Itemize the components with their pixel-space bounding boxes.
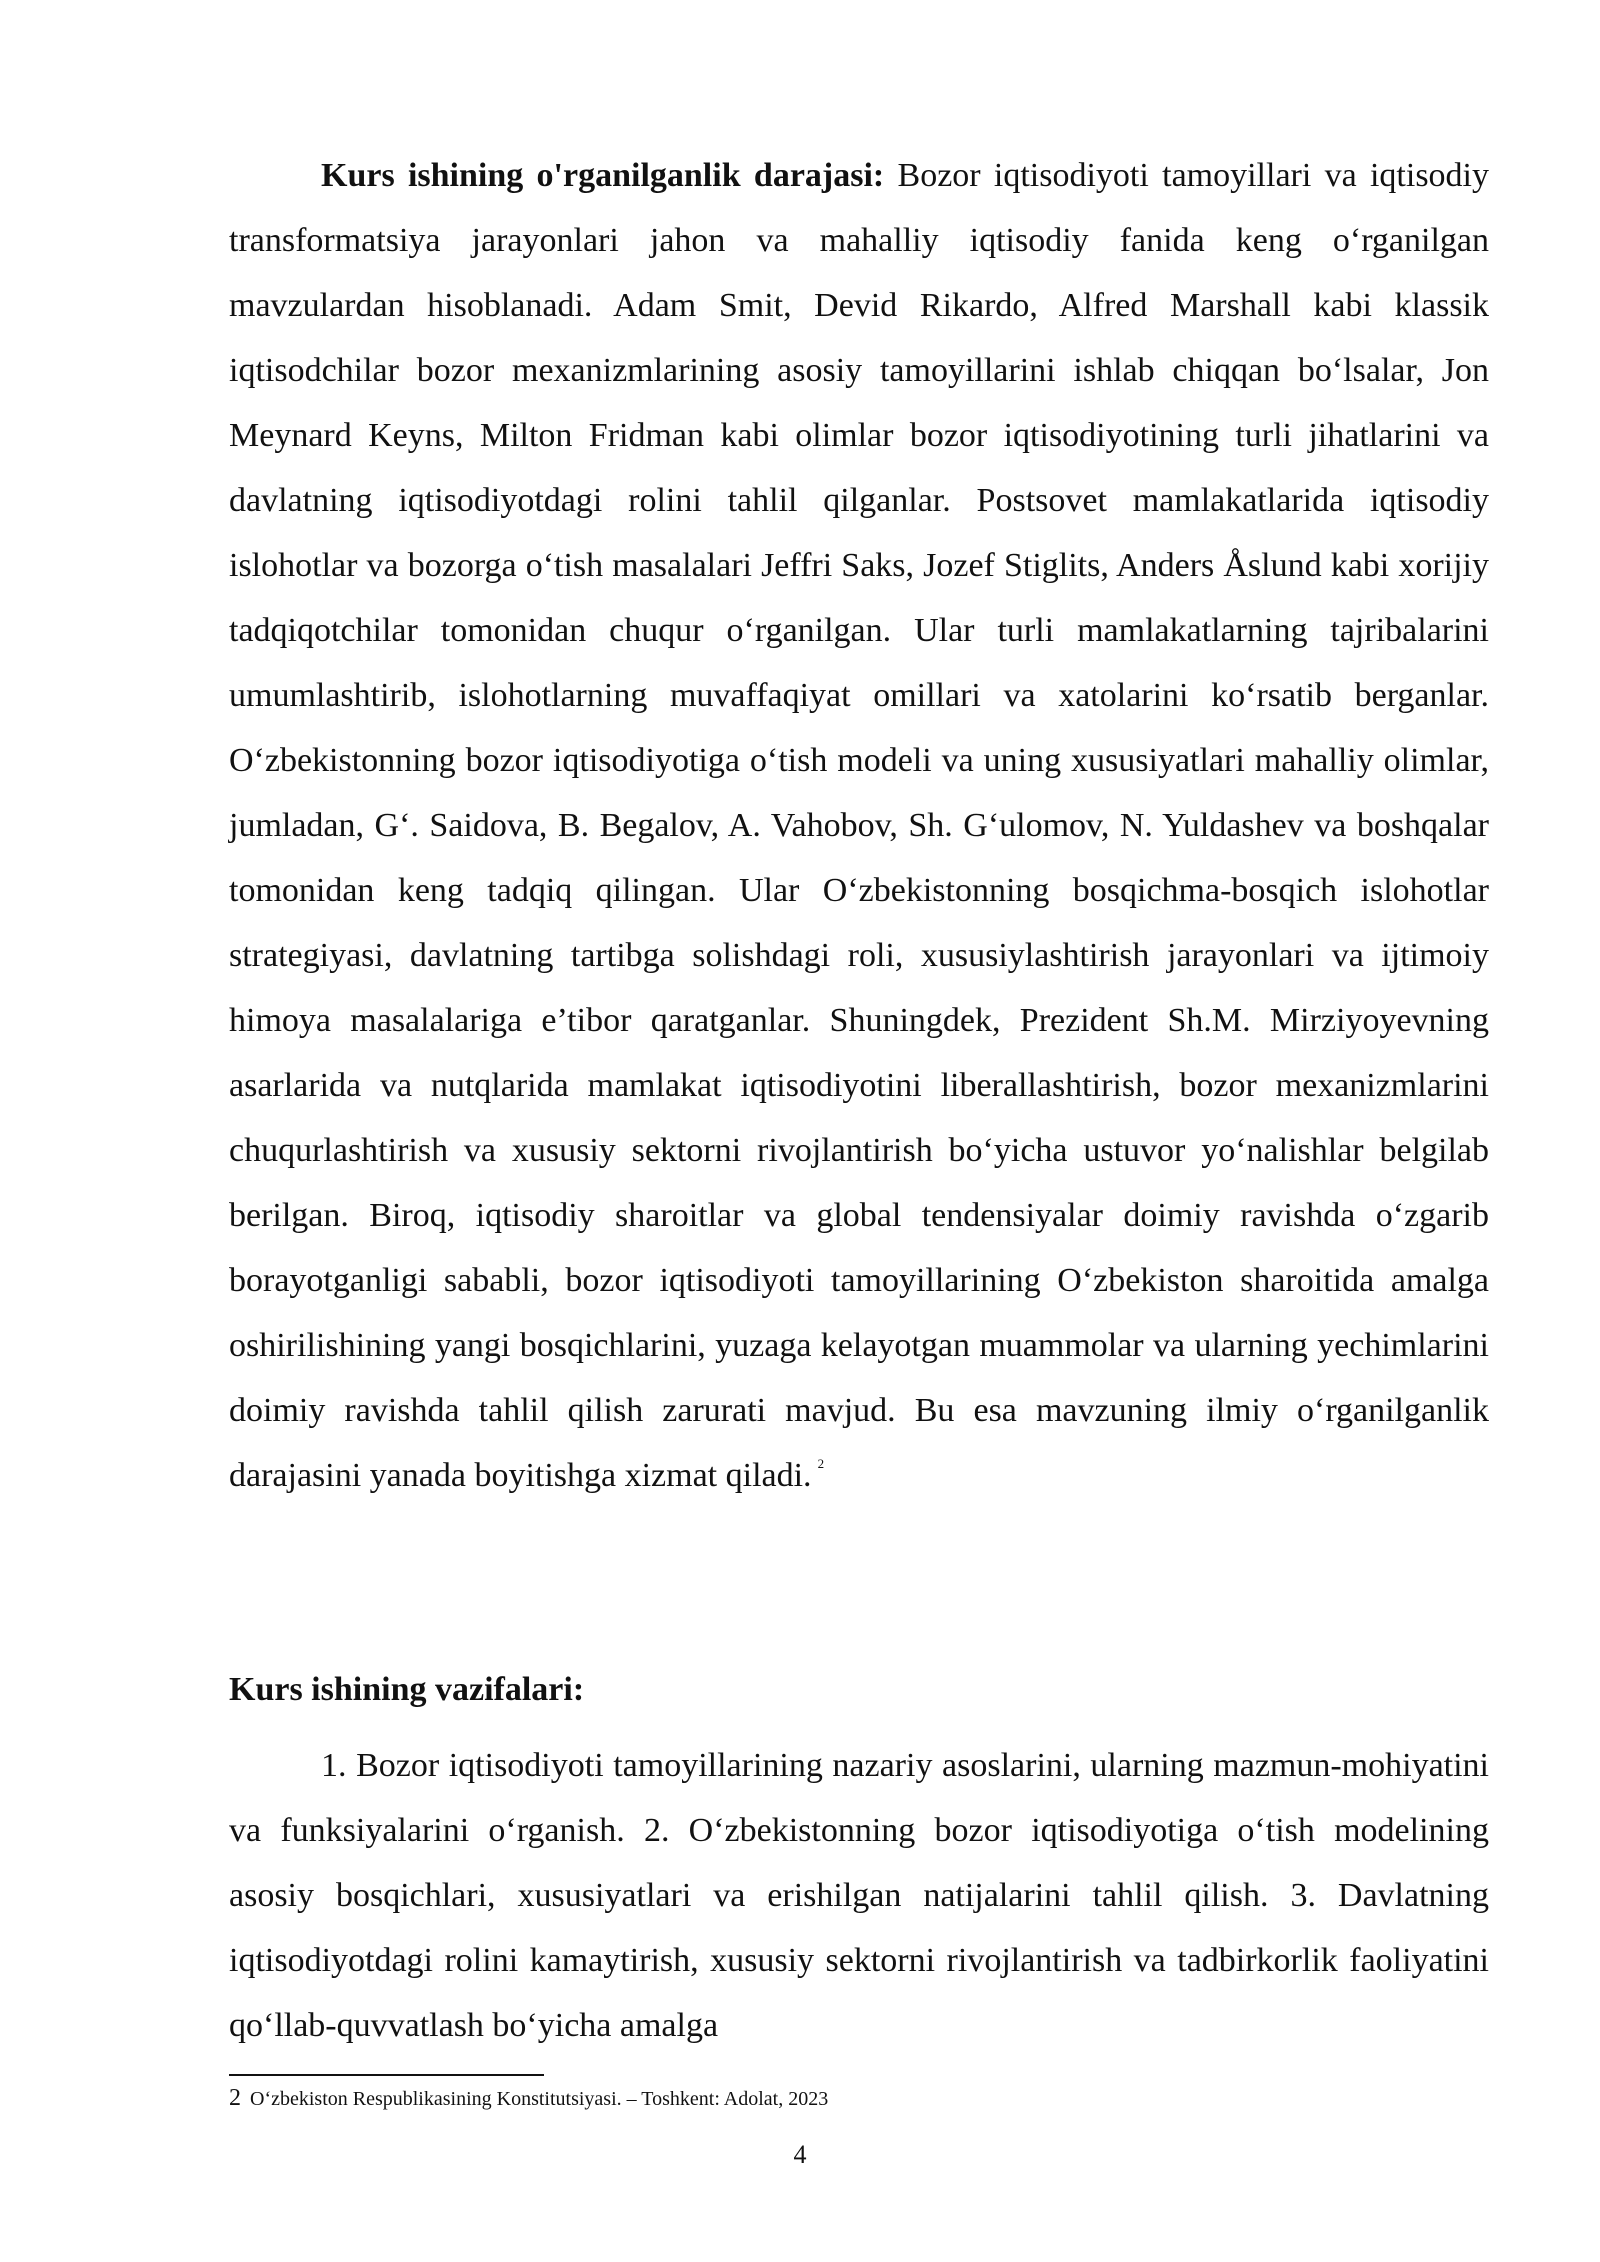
- footnote-separator: [229, 2074, 544, 2076]
- research-level-lead: Kurs ishining o'rganilganlik darajasi:: [321, 157, 885, 194]
- footnote-number: 2: [229, 2085, 241, 2111]
- tasks-paragraph: [229, 1733, 1489, 2058]
- tasks-body: 1. Bozor iqtisodiyoti tamoyillarining nazariy asoslarini, ularning mazmun-mohiyatini va funksiyalarini o‘rganish. 2. O‘zbekistonning bozor iqtisodiyotiga o‘tish modelining asosiy bosqichlari, xususiyatlari va erishilgan natijalarini tahlil qilish. 3. Davlatning iqtisodiyotdagi rolini kamaytirish, xususiy sektorni rivojlantirish va tadbirkorlik faoliyatini qo‘llab-quvvatlash bo‘yicha amalga: [229, 1747, 1489, 2044]
- research-level-paragraph: [229, 143, 1489, 1508]
- tasks-heading: Kurs ishining vazifalari:: [229, 1671, 585, 1708]
- research-level-body: Bozor iqtisodiyoti tamoyillari va iqtisodiy transformatsiya jarayonlari jahon va mahalliy iqtisodiy fanida keng o‘rganilgan mavzulardan hisoblanadi. Adam Smit, Devid Rikardo, Alfred Marshall kabi klassik iqtisodchilar bozor mexanizmlarining asosiy tamoyillarini ishlab chiqqan bo‘lsalar, Jon Meynard Keyns, Milton Fridman kabi olimlar bozor iqtisodiyotining turli jihatlarini va davlatning iqtisodiyotdagi rolini tahlil qilganlar. Postsovet mamlakatlarida iqtisodiy islohotlar va bozorga o‘tish masalalari Jeffri Saks, Jozef Stiglits, Anders Åslund kabi xorijiy tadqiqotchilar tomonidan chuqur o‘rganilgan. Ular turli mamlakatlarning tajribalarini umumlashtirib, islohotlarning muvaffaqiyat omillari va xatolarini ko‘rsatib berganlar. O‘zbekistonning bozor iqtisodiyotiga o‘tish modeli va uning xususiyatlari mahalliy olimlar, jumladan, G‘. Saidova, B. Begalov, A. Vahobov, Sh. G‘ulomov, N. Yuldashev va boshqalar tomonidan keng tadqiq qilingan. Ular O‘zbekistonning bosqichma-bosqich islohotlar strategiyasi, davlatning tartibga solishdagi roli, xususiylashtirish jarayonlari va ijtimoiy himoya masalalariga e’tibor qaratganlar. Shuningdek, Prezident Sh.M. Mirziyoyevning asarlarida va nutqlarida mamlakat iqtisodiyotini liberallashtirish, bozor mexanizmlarini chuqurlashtirish va xususiy sektorni rivojlantirish bo‘yicha ustuvor yo‘nalishlar belgilab berilgan. Biroq, iqtisodiy sharoitlar va global tendensiyalar doimiy ravishda o‘zgarib borayotganligi sababli, bozor iqtisodiyoti tamoyillarining O‘zbekiston sharoitida amalga oshirilishining yangi bosqichlarini, yuzaga kelayotgan muammolar va ularning yechimlarini doimiy ravishda tahlil qilish zarurati mavjud. Bu esa mavzuning ilmiy o‘rganilganlik darajasini yanada boyitishga xizmat qiladi.: [229, 157, 1489, 1494]
- page-number: 4: [793, 2140, 807, 2169]
- footnote-reference[interactable]: 2: [817, 1456, 825, 1471]
- footnote: [229, 2083, 828, 2114]
- footnote-text: O‘zbekiston Respublikasining Konstitutsiyasi. – Toshkent: Adolat, 2023: [250, 2088, 829, 2110]
